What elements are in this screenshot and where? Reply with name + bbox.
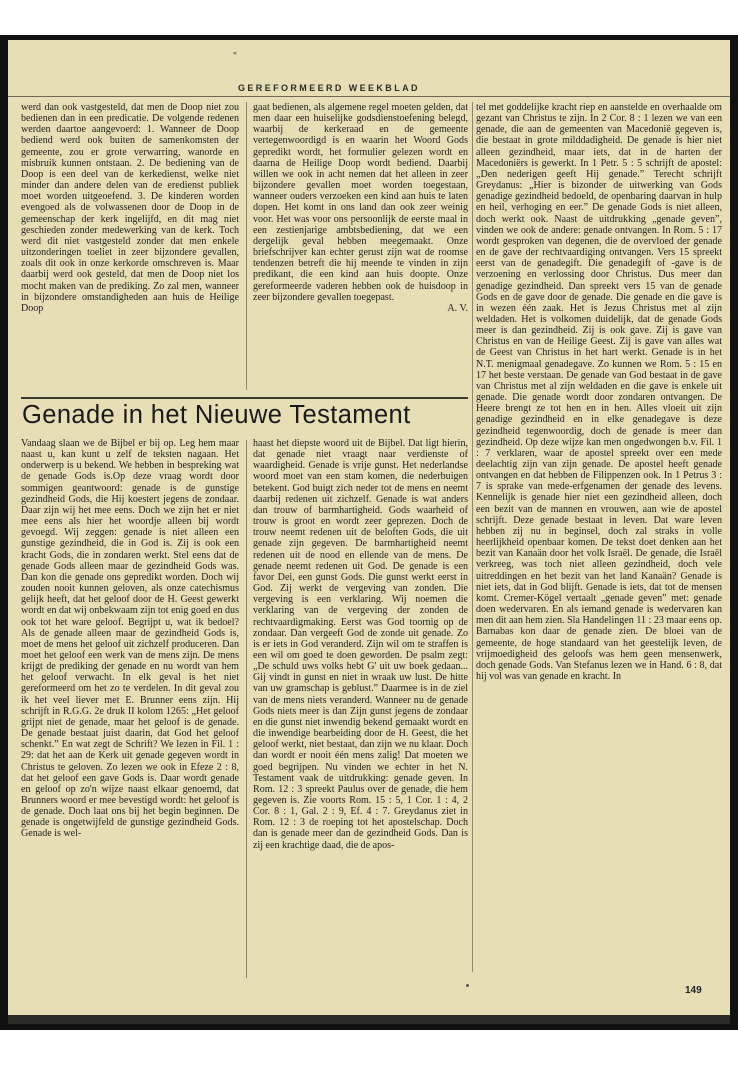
scan-bottom-edge (8, 1015, 730, 1024)
article-text-1: Vandaag slaan we de Bijbel er bij op. Leg hem maar naast u, kan kunt u zelf de teksten nagaan. Het onderwerp is u bekend. We hebben in bespreking wat de genade Gods is.Op deze vraag wordt door sommigen geantwoord: genade is de gunstige gezindheid Gods, die Hij koestert jegens de zondaar. Daar zijn wij het mee eens. Doch we zijn het er niet mee eens als hier het woordje alleen bij wordt gevoegd. Wij zeggen: genade is niet alleen een gunstige gezindheid, die in God is. Zij is ook een kracht Gods, die in zondaren werkt. Stel eens dat de genade Gods alleen maar de gezindheid Gods was. Dan kon die genade ons gepredikt worden. Doch wij zouden nooit kunnen geloven, als onze catechismus gelijk heeft, dat het geloof door de H. Geest gewerkt wordt en dat wij onbekwaam zijn tot enig goed en dus ook tot het ware geloof. Begrijpt u, wat ik bedoel? Als de genade alleen maar de gezindheid Gods is, moet de mens het geloof uit zichzelf produceren. Dan moet het geloof een werk van de mens zijn. De mens krijgt de prediking der genade en nu wordt van hem het geloof verwacht. In elk geval is het niet gereformeerd om het zo te verdelen. In dit geval zou ik het veel liever met E. Brunner eens zijn. Hij schrijft in R.G.G. 2e druk II kolom 1265: „Het geloof grijpt niet de genade, maar het geloof is de genade. De genade bestaat juist daarin, dat God het geloof schenkt.” En wat zegt de Schrift? We lezen in Fil. 1 : 29: dat het aan de Kerk uit genade gegeven wordt in Christus te geloven. Zo lezen we ook in Efeze 2 : 8, dat het geloof een gave Gods is. Daar wordt genade en geloof op zo'n wijze naast elkaar genoemd, dat Brunners woord er mee bevestigd wordt: het geloof is de genade. Doch laat ons bij het begin beginnen. De genade is ongetwijfeld de gunstige gezindheid Gods. Genade is wel- (21, 438, 239, 840)
article-column-3 (476, 102, 722, 972)
footer-dot (466, 984, 469, 987)
article-separator (21, 397, 468, 399)
page-number: 149 (685, 985, 702, 996)
article-text-2: haast het diepste woord uit de Bijbel. Dat ligt hierin, dat genade niet vraagt naar verdienste of waardigheid. Genade is vrije gunst. Het nederlandse woord moet van een stam komen, die nederbuigen betekent. God buigt zich neder tot de mens en neemt daarbij redenen uit zichzelf. Genade is wat anders dan trouw of barmhartigheid. Gods waarheid of trouw is groot en wordt zeer geprezen. Doch de trouw neemt redenen uit de beloften Gods, die uit genade zijn gegeven. De barmhartigheid neemt redenen uit de nood en ellende van de mens. De genade neemt redenen uit God. De genade is een favor Dei, een gunst Gods. Die gunst werkt eerst in God. Zij werkt de vergeving van zonden. Die vergeving is een verklaring. Wij noemen die verklaring van de vergeving der zonden de rechtvaardigmaking. Eerst was God toornig op de zondaar. Dan vergeeft God de zonde uit genade. Zo is er iets in God veranderd. Zijn wil om te straffen is een wil om goed te doen geworden. De psalm zegt: „De schuld uws volks hebt G' uit uw boek gedaan... Gij vindt in gunst en niet in wraak uw lust. De hitte van uw gramschap is geblust.” Daarmee is in de ziel van de mens niets veranderd. Wanneer nu de genade Gods niets meer is dan Zijn gunst jegens de zondaar en die gunst niet inwendig bekend gemaakt wordt en die inwendige bearbeiding door de H. Geest, die het geloof werkt, niet bestaat, dan zijn we nu klaar. Doch dan wordt er nooit één mens zalig! Dat moeten we goed begrijpen. Nu vinden we echter in het N. Testament vaak de uitdrukking: genade geven. In Rom. 12 : 3 spreekt Paulus over de genade, die hem gegeven is. Zie voorts Rom. 15 : 5, 1 Cor. 1 : 4, 2 Cor. 8 : 1, Gal. 2 : 9, Ef. 4 : 7. Greydanus ziet in Rom. 12 : 3 de roeping tot het apostelschap. Doch dan is genade meer dan de gezindheid Gods. Dan is zij een krachtige daad, die de apos- (253, 438, 468, 851)
article-text-3: tel met goddelijke kracht riep en aanstelde en overhaalde om gezant van Christus te zijn. In 2 Cor. 8 : 1 lezen we van een genade, die aan de gemeenten van Macedonië gegeven is, die bestaat in grote milddadigheid. De genade is hier niet alleen gezindheid, maar iets, dat in de harten der Macedoniërs is gewerkt. In 1 Petr. 5 : 5 schrijft de apostel: „Den nederigen geeft Hij genade.” Terecht schrijft Greydanus: „Hier is bizonder de uitwerking van Gods genadige gezindheid bedoeld, de openbaring daarvan in hulp en heil, verhoging en eer.” De genade Gods is niet alleen, doch werkt ook. Naast de uitdrukking „genade geven”, vinden we ook de andere: genade ontvangen. In Rom. 5 : 17 wordt gesproken van degenen, die de overvloed der genade en de gave der rechtvaardiging ontvangen. Vers 15 spreekt eerst van de genadegift. Die genadegift of -gave is de verzoening en verlossing door Christus. Dus meer dan genadige gezindheid. Dan spreekt vers 15 van de genade Gods en de gave door de genade. Die genade en die gave is in wezen één zaak. Het is Jezus Christus met al zijn weldaden. Het is volkomen duidelijk, dat de genade Gods meer is dan gezindheid. Zij is ook gave. Zij is gave van Christus en van de Heilige Geest. Zij is gave van alles wat de Geest van Christus in het hart werkt. Genade is in het N.T. menigmaal genadegave. Zo kunnen we Rom. 5 : 15 en 17 het beste verstaan. De genade van God bestaat in de gave van Christus met al zijn weldaden en die gave is enkele uit genade. Die genade wordt door zondaren ontvangen. De Heere brengt ze tot hen en in hen. Alles vloeit uit zijn genadige gezindheid en in elke genadegave is deze gezindheid tegenwoordig, doch de genade is meer dan gezindheid. Op deze wijze kan men ongedwongen b.v. Fil. 1 : 7 verklaren, waar de apostel spreekt over een mede deelachtig zijn van zijn genade. De apostel heeft genade ontvangen en dat hebben de Filippenzen ook. In 1 Petrus 3 : 7 is sprake van mede-erfgenamen der genade des levens. Kennelijk is genade hier niet een gezindheid alleen, doch een bezit van de mannen en vrouwen, aan wie de apostel schrijft. Deze genade bestaat in leven. Dat ware leven hebben zij nu in beginsel, doch zal straks in volle heerlijkheid openbaar komen. De tekst doet denken aan het bezit van Kanaän door het volk Israël. De genade, die Israël verkreeg, was toch niet alleen gezindheid, doch vele uitreddingen en het bezit van het land Kanaän? Genade is niet iets, dat in God blijft. Genade is iets, dat tot de mensen komt. Cremer-Kögel vertaalt „genade geven” met: genade doen wedervaren. En als iemand genade is wedervaren kan men dit aan hem zien. Sla Handelingen 11 : 23 maar eens op. Barnabas kon daar de genade zien. De bloei van de gemeente, de hoge standaard van het geestelijk leven, de vrijmoedigheid des geloofs was hem geen mensenwerk, doch genade Gods. Van Stefanus lezen we in Hand. 6 : 8, dat hij vol was van genade en kracht. In (476, 102, 722, 682)
running-title: GEREFORMEERD WEEKBLAD (238, 83, 420, 93)
column-divider (246, 102, 247, 390)
column-divider (246, 440, 247, 978)
column-divider (472, 102, 473, 972)
prev-article-text-2: gaat bedienen, als algemene regel moeten gelden, dat men daar een huiselijke godsdienstoefening belegd, waarbij de kerkeraad en de gemeente vertegenwoordigd is en waarin het Woord Gods gepredikt wordt, het formulier gelezen wordt en daarna de Heilige Doop wordt bediend. Daarbij willen we ook in acht nemen dat het alleen in zeer bijzondere gevallen moet worden toegestaan, wanneer ouders verzoeken een kind aan huis te laten dopen. Het komt in ons land dan ook zeer weinig voor. Het was voor ons persoonlijk de eerste maal in een zestienjarige ambtsbediening, dat we een dergelijk geval hebben meegemaakt. Onze briefschrijver kan echter gerust zijn wat de roomse tendenzen betreft die hij meende te vinden in zijn predikant, die een kind aan huis doopte. Onze gereformeerde vaderen hebben ook de huisdoop in zeer bijzondere gevallen toegepast. (253, 102, 468, 303)
ornament: * (233, 50, 237, 59)
prev-article-column-2 (253, 102, 468, 392)
author-signature: A. V. (447, 302, 468, 314)
article-column-2 (253, 438, 468, 978)
article-column-1 (21, 438, 239, 978)
article-title: Genade in het Nieuwe Testament (22, 401, 411, 429)
prev-article-text-1: werd dan ook vastgesteld, dat men de Doop niet zou bedienen dan in een predicatie. De volgende redenen werden daartoe aangevoerd: 1. Wanneer de Doop bediend werd ook buiten de samenkomsten der gemeente, zou er grote verwarring, wanorde en misbruik kunnen ontstaan. 2. De bediening van de Doop is een deel van de kerkedienst, welke niet minder dan andere delen van de eredienst publiek moet worden uitgeoefend. 3. De kinderen worden evengoed als de volwassenen door de Doop in de gemeenschap der kerk ingelijfd, en dit mag niet geschieden zonder medewerking van de kerk. Toch werd dit niet vastgesteld zonder dat men enkele uitzonderingen toeliet in zeer bijzondere gevallen, zoals dit ook in onze kerkorde omschreven is. Maar daarbij werd ook gesteld, dat men de Doop niet los mocht maken van de prediking. Zo zal men, wanneer in bijzondere omstandigheden aan huis de Heilige Doop (21, 102, 239, 314)
prev-article-column-1 (21, 102, 239, 392)
header-rule (8, 96, 730, 97)
magazine-page (8, 40, 730, 1024)
